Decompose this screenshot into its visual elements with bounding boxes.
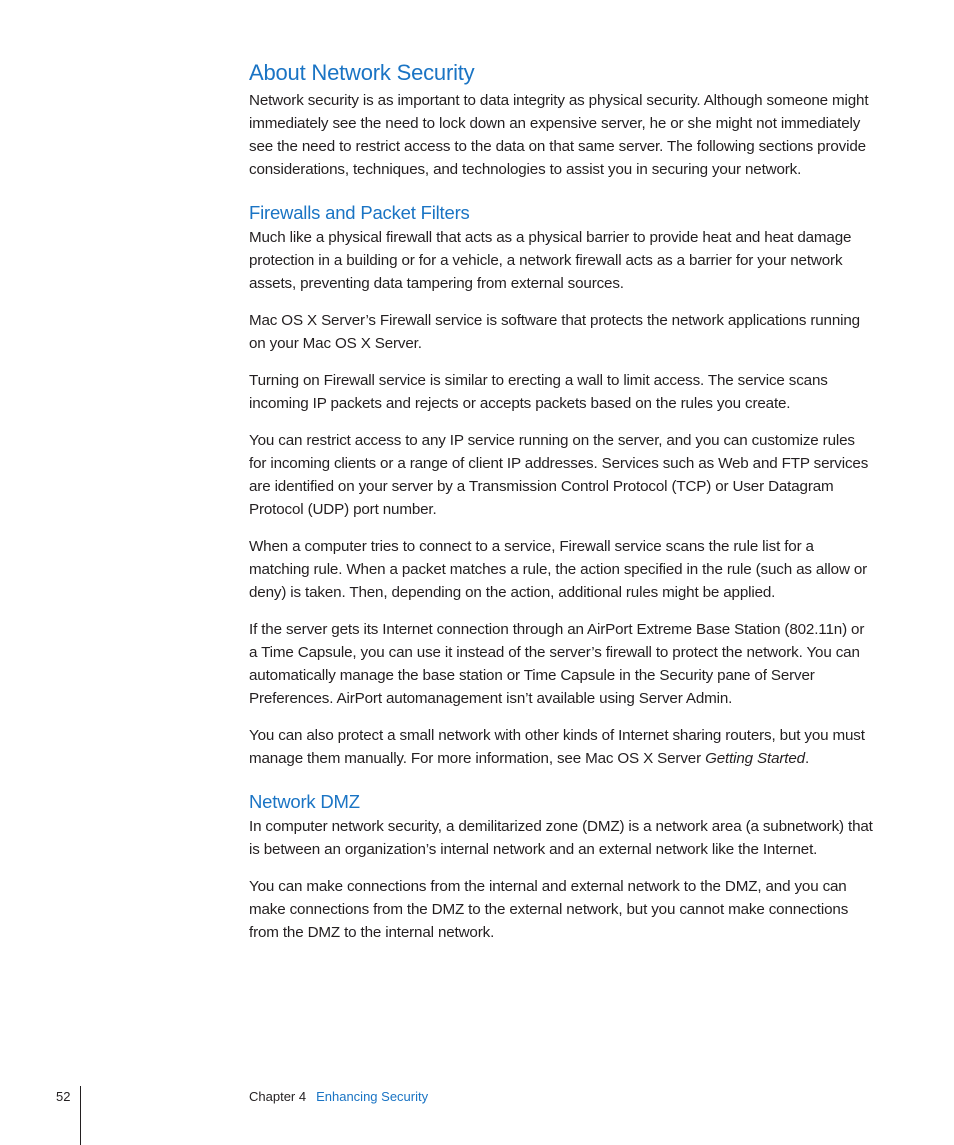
firewalls-paragraph-2: Mac OS X Server’s Firewall service is software that protects the network applications running on your Mac OS X Server. <box>249 312 860 352</box>
firewalls-paragraph-6: If the server gets its Internet connection through an AirPort Extreme Base Station (802.11n) or a Time Capsule, you can use it instead of the server’s firewall to protect the network. You can automatically manage the base station or Time Capsule in the Security pane of Server Preferences. AirPort automanagement isn’t available using Server Admin. <box>249 621 865 707</box>
footer-divider <box>80 1086 81 1145</box>
page-content <box>249 58 874 944</box>
firewalls-paragraph-7 <box>249 724 874 770</box>
dmz-paragraph-2: You can make connections from the internal and external network to the DMZ, and you can make connections from the DMZ to the external network, but you cannot make connections from the DMZ to the internal network. <box>249 878 849 941</box>
firewalls-paragraph-7-text: You can also protect a small network with other kinds of Internet sharing routers, but you must manage them manually. For more information, see Mac OS X Server <box>249 727 865 767</box>
page-number: 52 <box>56 1089 71 1104</box>
book-title-reference: Getting Started <box>705 750 805 767</box>
firewalls-paragraph-1: Much like a physical firewall that acts as a physical barrier to provide heat and heat damage protection in a building or for a vehicle, a network firewall acts as a barrier for your network assets, preventing data tampering from external sources. <box>249 229 852 292</box>
dmz-heading: Network DMZ <box>249 791 360 812</box>
firewalls-paragraph-3: Turning on Firewall service is similar to erecting a wall to limit access. The service scans incoming IP packets and rejects or accepts packets based on the rules you create. <box>249 372 828 412</box>
firewalls-paragraph-4: You can restrict access to any IP service running on the server, and you can customize rules for incoming clients or a range of client IP addresses. Services such as Web and FTP services are identified on your server by a Transmission Control Protocol (TCP) or User Datagram Protocol (UDP) port number. <box>249 432 869 518</box>
firewalls-paragraph-5: When a computer tries to connect to a service, Firewall service scans the rule list for a matching rule. When a packet matches a rule, the action specified in the rule (such as allow or deny) is taken. Then, depending on the action, additional rules might be applied. <box>249 538 868 601</box>
chapter-label: Chapter 4 <box>249 1089 307 1104</box>
footer-chapter <box>249 1089 428 1105</box>
firewalls-heading: Firewalls and Packet Filters <box>249 202 470 223</box>
dmz-paragraph-1: In computer network security, a demilitarized zone (DMZ) is a network area (a subnetwork) that is between an organization’s internal network and an external network like the Internet. <box>249 818 873 858</box>
intro-paragraph: Network security is as important to data integrity as physical security. Although someone might immediately see the need to lock down an expensive server, he or she might not immediately see the need to restrict access to the data on that same server. The following sections provide considerations, techniques, and technologies to assist you in securing your network. <box>249 92 869 178</box>
section-title: About Network Security <box>249 60 475 85</box>
firewalls-paragraph-7-end: . <box>804 750 810 767</box>
chapter-title: Enhancing Security <box>316 1089 429 1104</box>
